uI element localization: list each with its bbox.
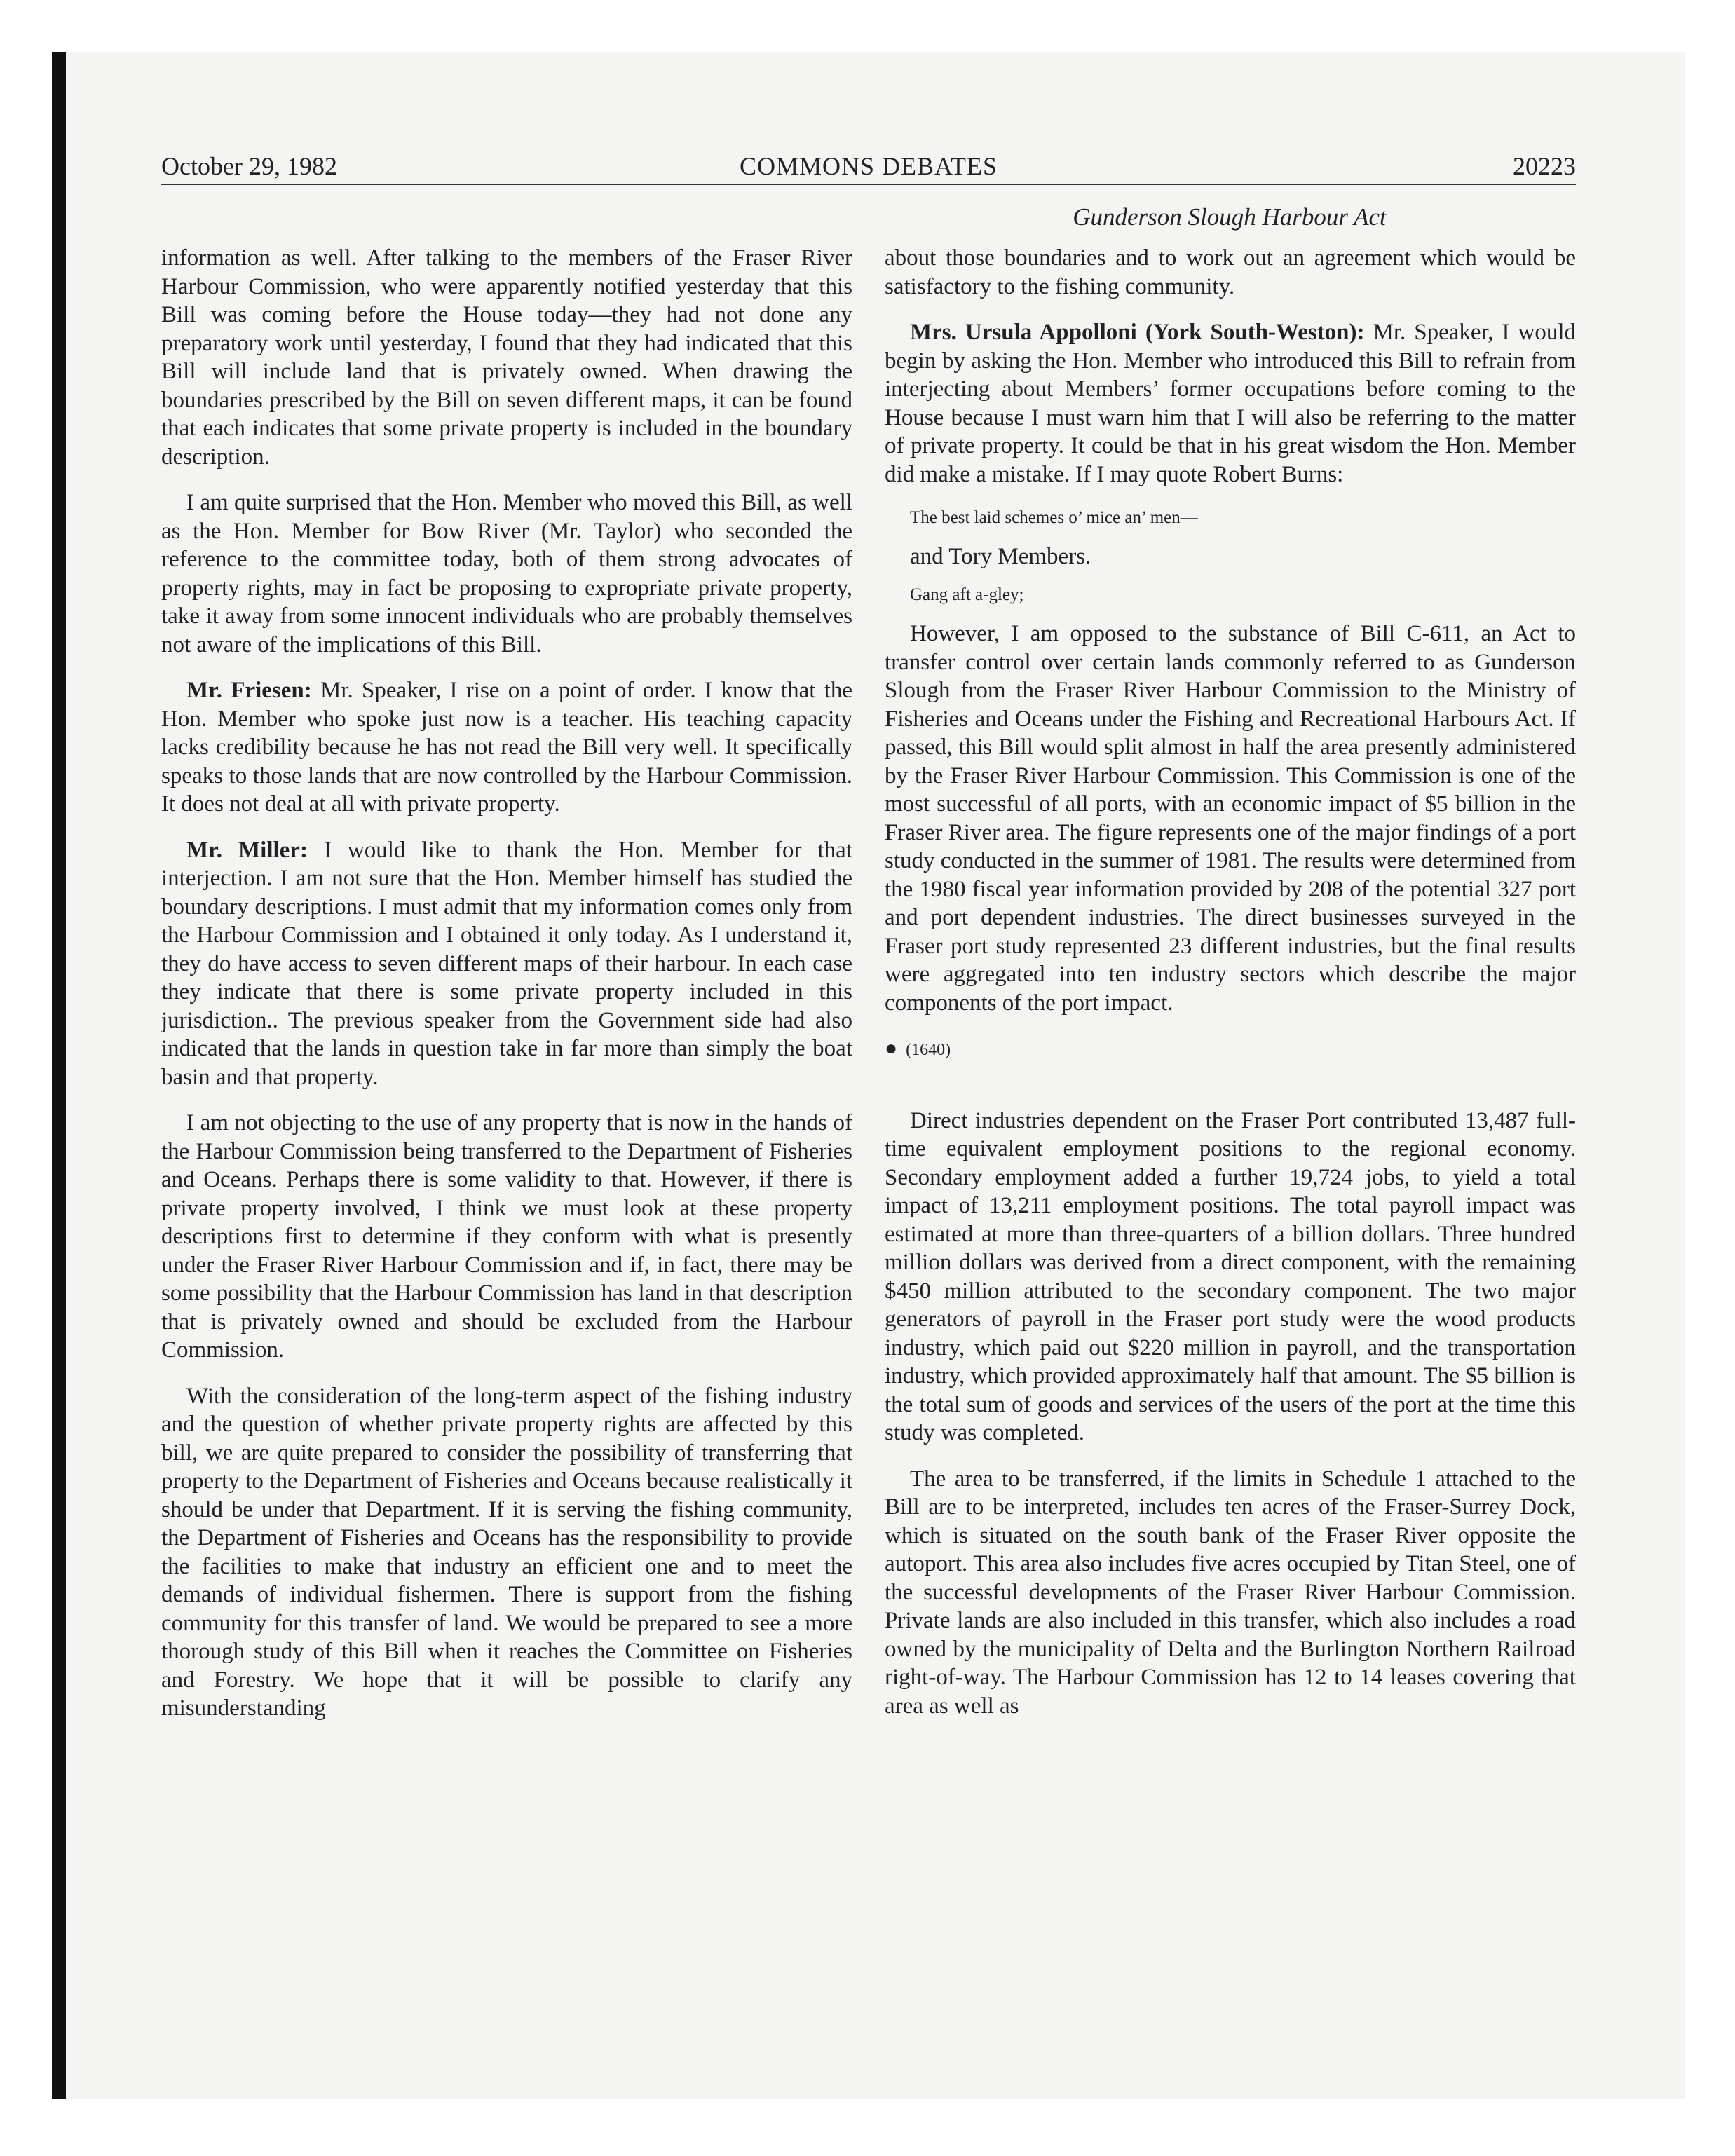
left-column	[161, 244, 852, 1740]
time-marker	[885, 1035, 1576, 1065]
section-title: Gunderson Slough Harbour Act	[1073, 203, 1387, 231]
left-paragraph-5: I am not objecting to the use of any property that is now in the hands of the Harbour Commission being transferred to the Department of Fisheries and Oceans. Perhaps there is some validity to that. However, if there is private property involved, I think we must look at these property descriptions first to determine if they conform with what is presently under the Fraser River Harbour Commission and if, in fact, there may be some possibility that the Harbour Commission has land in that description that is privately owned and should be excluded from the Harbour Commission.	[161, 1110, 852, 1363]
right-paragraph-4: Direct industries dependent on the Fraser Port contributed 13,487 full-time equivalent employment positions to the regional economy. Secondary employment added a further 19,724 jobs, to yield a total impact of 13,211 employment positions. The total payroll impact was estimated at more than three-quarters of a billion dollars. Three hundred million dollars was derived from a direct component, with the remaining $450 million attributed to the secondary component. The two major generators of payroll in the Fraser port study were the wood products industry, which paid out $220 million in payroll, and the transportation industry, which provided approximately half that amount. The $5 billion is the total sum of goods and services of the users of the port at the time this study was completed.	[885, 1107, 1576, 1445]
left-paragraph-1: information as well. After talking to the members of the Fraser River Harbour Commission, who were apparently notified yesterday that this Bill was coming before the House today—they had not done any preparatory work until yesterday, I found that they had indicated that this Bill will include land that is privately owned. When drawing the boundaries prescribed by the Bill on seven different maps, it can be found that each indicates that some private property is included in the boundary description.	[161, 245, 852, 470]
speaker-name: Mr. Friesen:	[186, 678, 312, 703]
header-page-number: 20223	[1513, 152, 1576, 180]
scan-edge-bar	[52, 52, 66, 2099]
speaker-name: Mrs. Ursula Appolloni (York South-Weston):	[910, 320, 1365, 345]
left-paragraph-3	[161, 676, 852, 819]
speaker-name: Mr. Miller:	[186, 837, 308, 863]
right-paragraph-1: about those boundaries and to work out an agreement which would be satisfactory to the fishing community.	[885, 245, 1576, 299]
header-date: October 29, 1982	[161, 152, 337, 180]
right-paragraph-3: However, I am opposed to the substance of Bill C-611, an Act to transfer control over certain lands commonly referred to as Gunderson Slough from the Fraser River Harbour Commission to the Ministry of Fisheries and Oceans under the Fishing and Recreational Harbours Act. If passed, this Bill would split almost in half the area presently administered by the Fraser River Harbour Commission. This Commission is one of the most successful of all ports, with an economic impact of $5 billion in the Fraser River area. The figure represents one of the major findings of a port study conducted in the summer of 1981. The results were determined from the 1980 fiscal year information provided by 208 of the potential 327 port and port dependent industries. The direct businesses surveyed in the Fraser port study represented 23 different industries, but the final results were aggregated into ten industry sectors which describe the major components of the port impact.	[885, 621, 1576, 1016]
header-title: COMMONS DEBATES	[739, 152, 998, 180]
page-header	[161, 149, 1576, 185]
speech-text: I would like to thank the Hon. Member for that interjection. I am not sure that the Hon. Member himself has studied the boundary descriptions. I must admit that my information comes only from the Harbour Commission and I obtained it only today. As I understand it, they do have access to seven different maps of their harbour. In each case they indicate that there is some private property included in this jurisdiction.. The previous speaker from the Government side had also indicated that the lands in question take in far more than simply the boat basin and that property.	[161, 837, 852, 1090]
right-paragraph-2	[885, 318, 1576, 489]
quoted-verse-line-2: Gang aft a-gley;	[910, 585, 1024, 604]
speech-text: Mr. Speaker, I would begin by asking the Hon. Member who introduced this Bill to refrain from interjecting about Members’ former occupations before coming to the House because I must warn him that I will also be referring to the matter of private property. It could be that in his great wisdom the Hon. Member did make a mistake. If I may quote Robert Burns:	[885, 320, 1576, 487]
left-paragraph-2: I am quite surprised that the Hon. Member who moved this Bill, as well as the Hon. Member for Bow River (Mr. Taylor) who seconded the reference to the committee today, both of them strong advocates of property rights, may in fact be proposing to expropriate private property, take it away from some innocent individuals who are probably themselves not aware of the implications of this Bill.	[161, 490, 852, 657]
right-paragraph-5: The area to be transferred, if the limits in Schedule 1 attached to the Bill are to be interpreted, includes ten acres of the Fraser-Surrey Dock, which is situated on the south bank of the Fraser River opposite the autoport. This area also includes five acres occupied by Titan Steel, one of the successful developments of the Fraser River Harbour Commission. Private lands are also included in this transfer, which also includes a road owned by the municipality of Delta and the Burlington Northern Railroad right-of-way. The Harbour Commission has 12 to 14 leases covering that area as well as	[885, 1466, 1576, 1719]
speech-text: Mr. Speaker, I rise on a point of order. I know that the Hon. Member who spoke just now is a teacher. His teaching capacity lacks credibility because he has not read the Bill very well. It specifically speaks to those lands that are now controlled by the Harbour Commission. It does not deal at all with private property.	[161, 678, 853, 817]
bullet-icon: ●	[885, 1037, 898, 1060]
left-paragraph-6: With the consideration of the long-term aspect of the fishing industry and the question of whether private property rights are affected by this bill, we are quite prepared to consider the possibility of transferring that property to the Department of Fisheries and Oceans because realistically it should be under that Department. If it is serving the fishing community, the Department of Fisheries and Oceans has the responsibility to provide the facilities to make that industry an efficient one and to meet the demands of individual fishermen. There is support from the fishing community for this transfer of land. We would be prepared to see a more thorough study of this Bill when it reaches the Committee on Fisheries and Forestry. We hope that it will be possible to clarify any misunderstanding	[161, 1383, 852, 1721]
left-paragraph-4	[161, 836, 852, 1092]
quoted-verse-line-1: The best laid schemes o’ mice an’ men—	[910, 508, 1198, 527]
time-marker-text: (1640)	[906, 1041, 951, 1059]
right-column	[885, 244, 1576, 1738]
verse-interjection: and Tory Members.	[910, 544, 1091, 569]
